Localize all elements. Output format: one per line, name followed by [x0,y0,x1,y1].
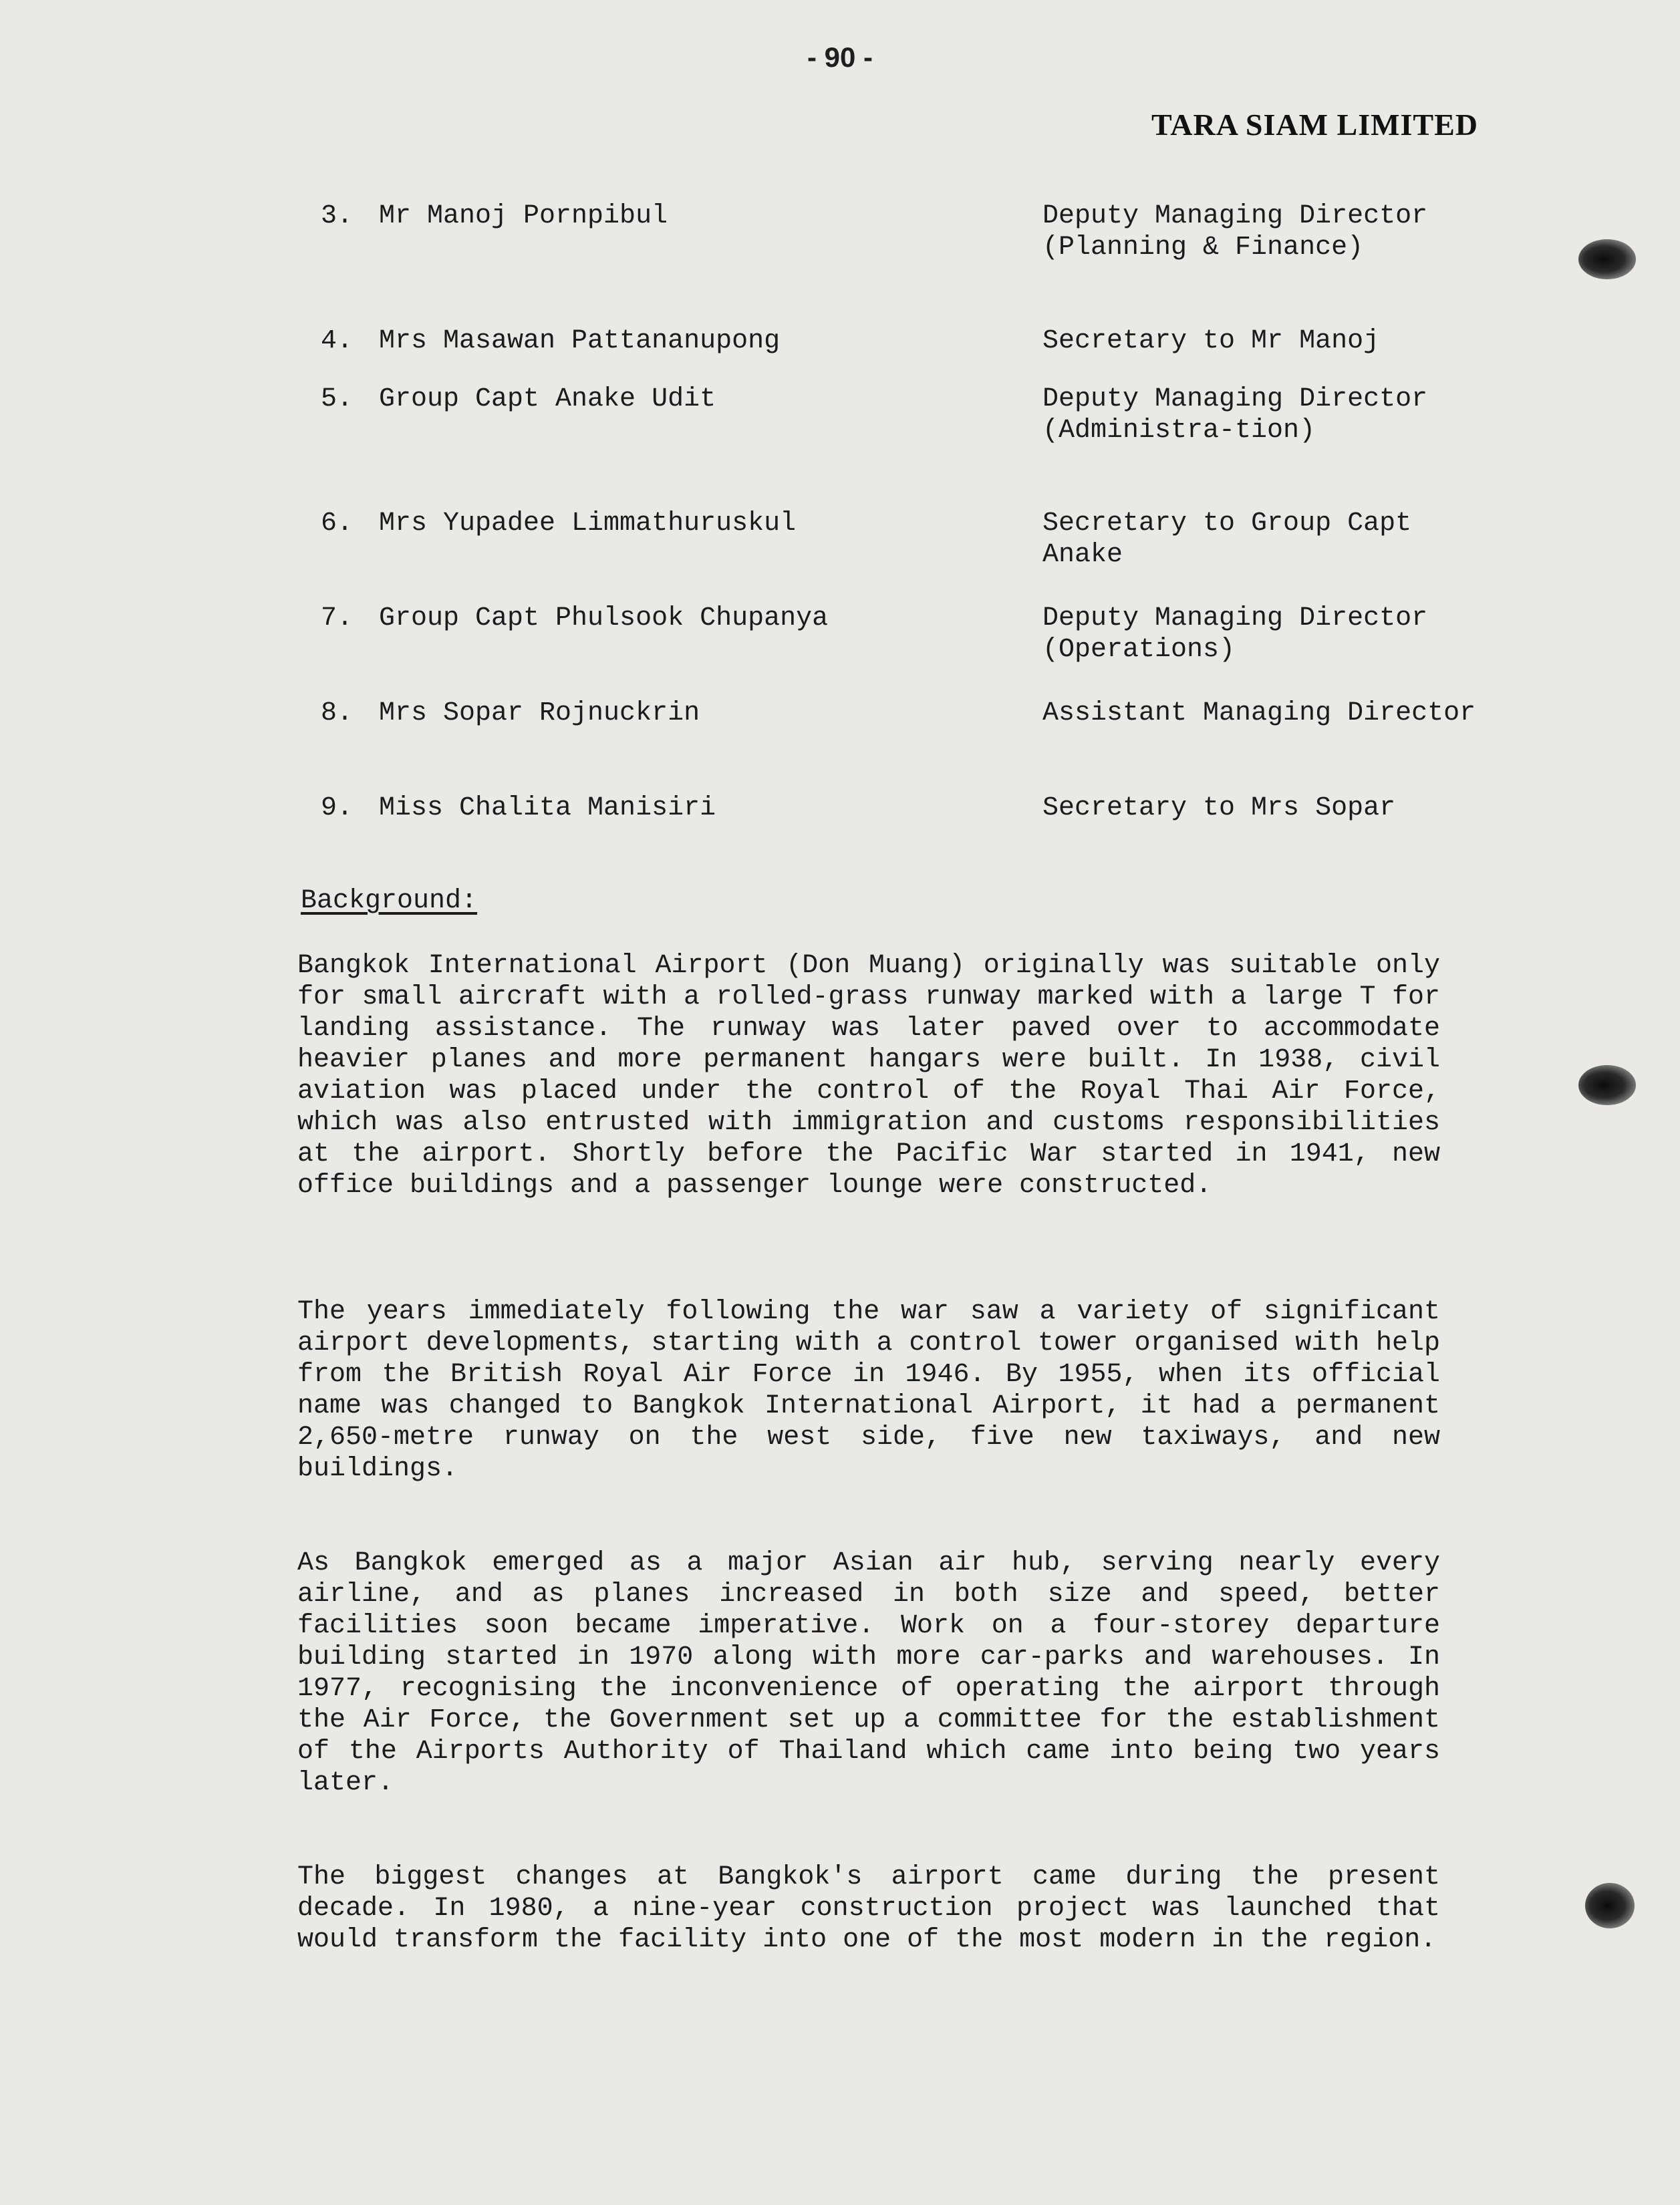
staff-role: Deputy Managing Director (Operations) [1042,603,1428,665]
staff-name: Group Capt Phulsook Chupanya [379,603,829,633]
paragraph: As Bangkok emerged as a major Asian air hub, serving nearly every airline, and as planes increased in both size and speed, better facilities soon became imperative. Work on a four-storey departure building started in 1970 along with more car-parks and warehouses. In 1977, recognising the inconvenience of operating the airport through the Air Force, the Government set up a committee for the establishment of the Airports Authority of Thailand which came into being two years later. [297,1548,1440,1798]
staff-role: Secretary to Group Capt Anake [1042,508,1412,570]
staff-number: 8. [321,698,354,728]
paragraph: The biggest changes at Bangkok's airport came during the present decade. In 1980, a nine-year construction project was launched that would transform the facility into one of the most modern in the region. [297,1862,1440,1955]
paragraph: Bangkok International Airport (Don Muang) originally was suitable only for small aircraft with a rolled-grass runway marked with a large T for landing assistance. The runway was later paved over to accommodate heavier planes and more permanent hangars were built. In 1938, civil aviation was placed under the control of the Royal Thai Air Force, which was also entrusted with immigration and customs responsibilities at the airport. Shortly before the Pacific War started in 1941, new office buildings and a passenger lounge were constructed. [297,951,1440,1201]
punch-hole [1585,1883,1635,1928]
staff-role: Assistant Managing Director [1042,698,1476,728]
staff-number: 3. [321,201,354,231]
paragraph: The years immediately following the war saw a variety of significant airport developments, starting with a control tower organised with help from the British Royal Air Force in 1946. By 1955, when its official name was changed to Bangkok International Airport, it had a permanent 2,650-metre runway on the west side, five new taxiways, and new buildings. [297,1297,1440,1484]
staff-number: 4. [321,326,354,356]
staff-name: Mr Manoj Pornpibul [379,201,668,231]
staff-name: Group Capt Anake Udit [379,384,716,414]
section-heading: Background: [301,886,478,916]
staff-number: 7. [321,603,354,633]
punch-hole [1578,1065,1636,1105]
page-number: - 90 - [807,41,873,73]
staff-name: Mrs Yupadee Limmathuruskul [379,508,797,539]
staff-role: Deputy Managing Director (Administra-tion) [1042,384,1428,446]
staff-role: Secretary to Mrs Sopar [1042,793,1396,823]
company-header: TARA SIAM LIMITED [1151,108,1478,142]
staff-role: Secretary to Mr Manoj [1042,326,1380,356]
staff-role: Deputy Managing Director (Planning & Finance) [1042,201,1428,263]
staff-number: 6. [321,508,354,539]
staff-name: Mrs Sopar Rojnuckrin [379,698,700,728]
staff-name: Miss Chalita Manisiri [379,793,716,823]
staff-name: Mrs Masawan Pattananupong [379,326,781,356]
staff-number: 9. [321,793,354,823]
punch-hole [1578,239,1636,279]
staff-number: 5. [321,384,354,414]
